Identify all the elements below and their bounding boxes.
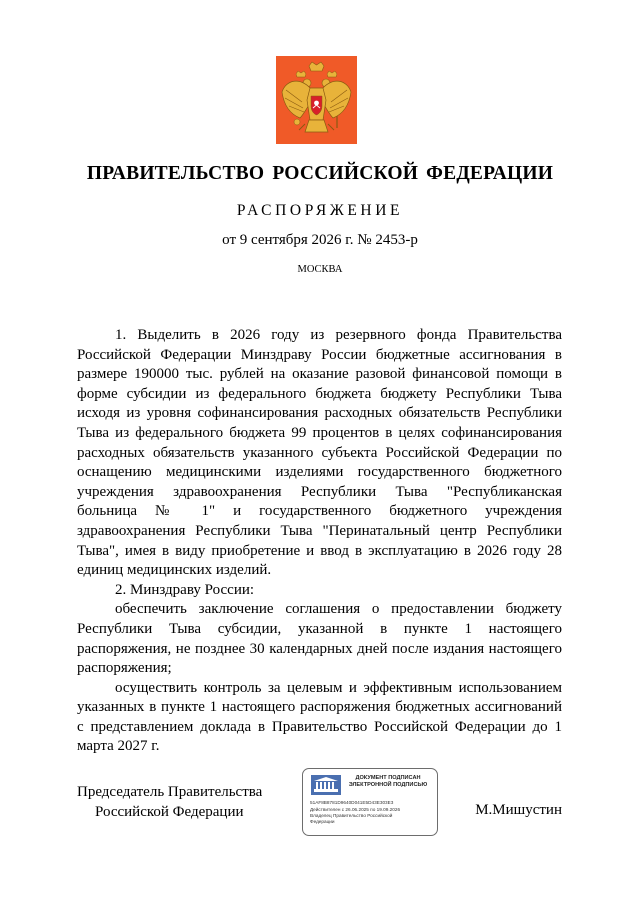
document-title: ПРАВИТЕЛЬСТВО РОССИЙСКОЙ ФЕДЕРАЦИИ bbox=[86, 163, 554, 184]
signer-position bbox=[77, 782, 262, 822]
paragraph-2: 2. Минздраву России: bbox=[115, 581, 255, 598]
government-building-icon bbox=[311, 775, 341, 795]
esig-owner-line1: Владелец Правительство Российской bbox=[310, 813, 393, 818]
paragraph-4: осуществить контроль за целевым и эффективным использованием указанных в пункте 1 настоящего распоряжения бюджетных ассигнований с представлением доклада в Правительство Российской Федерации до 1 марта 2027 г. bbox=[77, 679, 562, 755]
document-type: РАСПОРЯЖЕНИЕ bbox=[236, 202, 404, 219]
esig-owner-line2: Федерации bbox=[310, 819, 335, 824]
esig-validity: Действителен с 26.06.2025 по 19.09.2026 bbox=[310, 807, 401, 812]
esig-heading: ДОКУМЕНТ ПОДПИСАН ЭЛЕКТРОННОЙ ПОДПИСЬЮ bbox=[348, 775, 428, 788]
signer-position-line2: Российской Федерации bbox=[95, 804, 244, 820]
document-date-number: от 9 сентября 2026 г. № 2453-р bbox=[222, 232, 418, 248]
coat-of-arms-icon bbox=[276, 56, 357, 144]
paragraph-1: 1. Выделить в 2026 году из резервного фонда Правительства Российской Федерации Минздраву России бюджетные ассигнования в размере 190000 тыс. рублей на оказание разовой финансовой помощи в форме субсидии из федерального бюджета бюджету Республики Тыва исходя из уровня софинансирования расходных обязательств Республики Тыва из федерального бюджета 99 процентов в целях софинансирования расходных обязательств указанного субъекта Российской Федерации по оснащению медицинскими изделиями государственного бюджетного учреждения здравоохранения Республики Тыва "Республиканская больница № 1" и государственного бюджетного учреждения здравоохранения Республики Тыва "Перинатальный центр Республики Тыва", имея в виду приобретение и ввод в эксплуатацию в 2026 году 28 единиц медицинских изделий. bbox=[77, 327, 562, 579]
document-city: МОСКВА bbox=[297, 264, 343, 275]
signer-name: М.Мишустин bbox=[475, 802, 562, 818]
electronic-signature-stamp bbox=[302, 768, 438, 836]
document-body bbox=[77, 326, 562, 757]
signer-position-line1: Председатель Правительства bbox=[77, 784, 263, 800]
esig-certificate: 51AF8B8781D9640D041E5D43E303E3 bbox=[310, 800, 394, 805]
paragraph-3: обеспечить заключение соглашения о предоставлении бюджету Республики Тыва субсидии, указанной в пункте 1 настоящего распоряжения, не позднее 30 календарных дней после издания настоящего распоряжения; bbox=[77, 601, 562, 677]
